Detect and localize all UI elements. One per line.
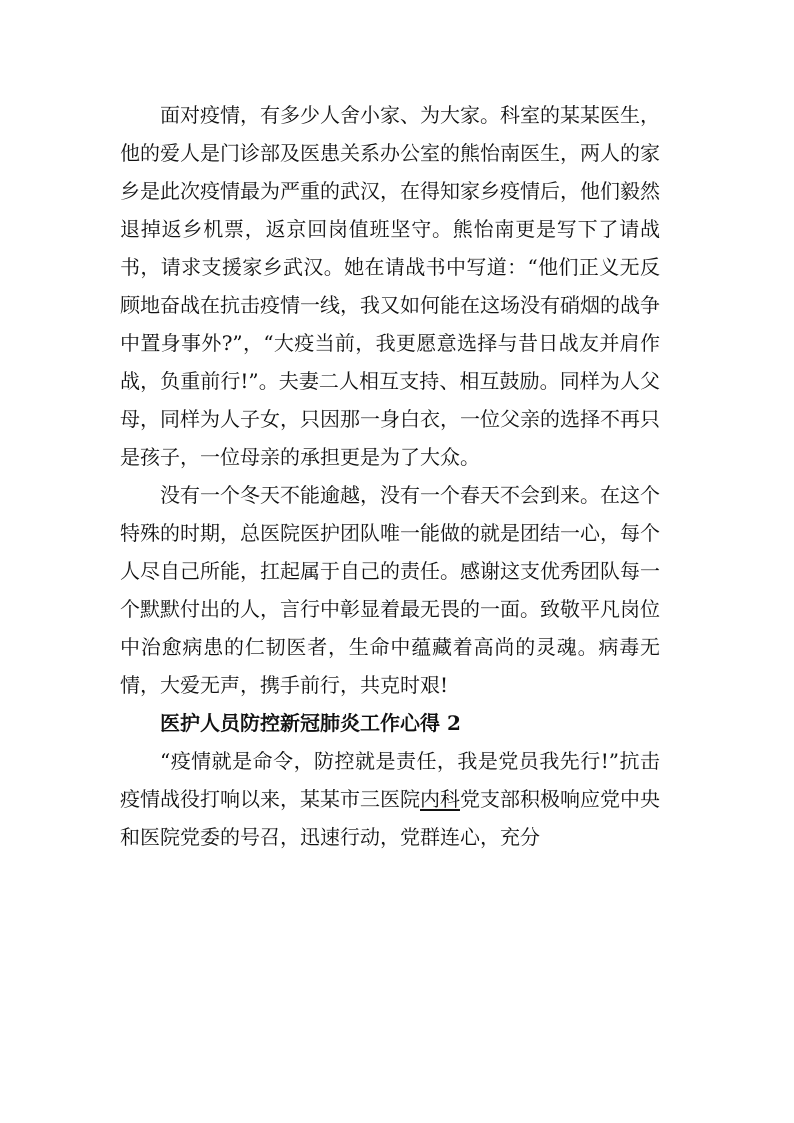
paragraph-1: 面对疫情，有多少人舍小家、为大家。科室的某某医生，他的爱人是门诊部及医患关系办公室的熊怡南医生，两人的家乡是此次疫情最为严重的武汉，在得知家乡疫情后，他们毅然退掉返乡机票，返京回岗值班坚守。熊怡南更是写下了请战书，请求支援家乡武汉。她在请战书中写道：“他们正义无反顾地奋战在抗击疫情一线，我又如何能在这场没有硝烟的战争中置身事外?”，“大疫当前，我更愿意选择与昔日战友并肩作战，负重前行!”。夫妻二人相互支持、相互鼓励。同样为人父母，同样为人子女，只因那一身白衣，一位父亲的选择不再只是孩子，一位母亲的承担更是为了大众。: [120, 103, 660, 469]
section-heading: 医护人员防控新冠肺炎工作心得 2: [160, 711, 461, 735]
paragraph-3-underlined-text: 内科: [420, 787, 460, 811]
paragraph-3-part-1: “疫情就是命令，防控就是责任，我是党员我先行!”抗击疫情战役打响以来，某某市三医院: [120, 749, 660, 811]
document-body: [120, 96, 660, 856]
paragraph-3: [120, 742, 660, 856]
paragraph-3-part-2: 党支部积极响应党中央和医院党委的号召，迅速行动，党群连心，充分: [120, 787, 660, 849]
paragraph-2: 没有一个冬天不能逾越，没有一个春天不会到来。在这个特殊的时期，总医院医护团队唯一能做的就是团结一心，每个人尽自己所能，扛起属于自己的责任。感谢这支优秀团队每一个默默付出的人，言行中彰显着最无畏的一面。致敬平凡岗位中治愈病患的仁韧医者，生命中蕴藏着高尚的灵魂。病毒无情，大爱无声，携手前行，共克时艰!: [120, 483, 660, 697]
